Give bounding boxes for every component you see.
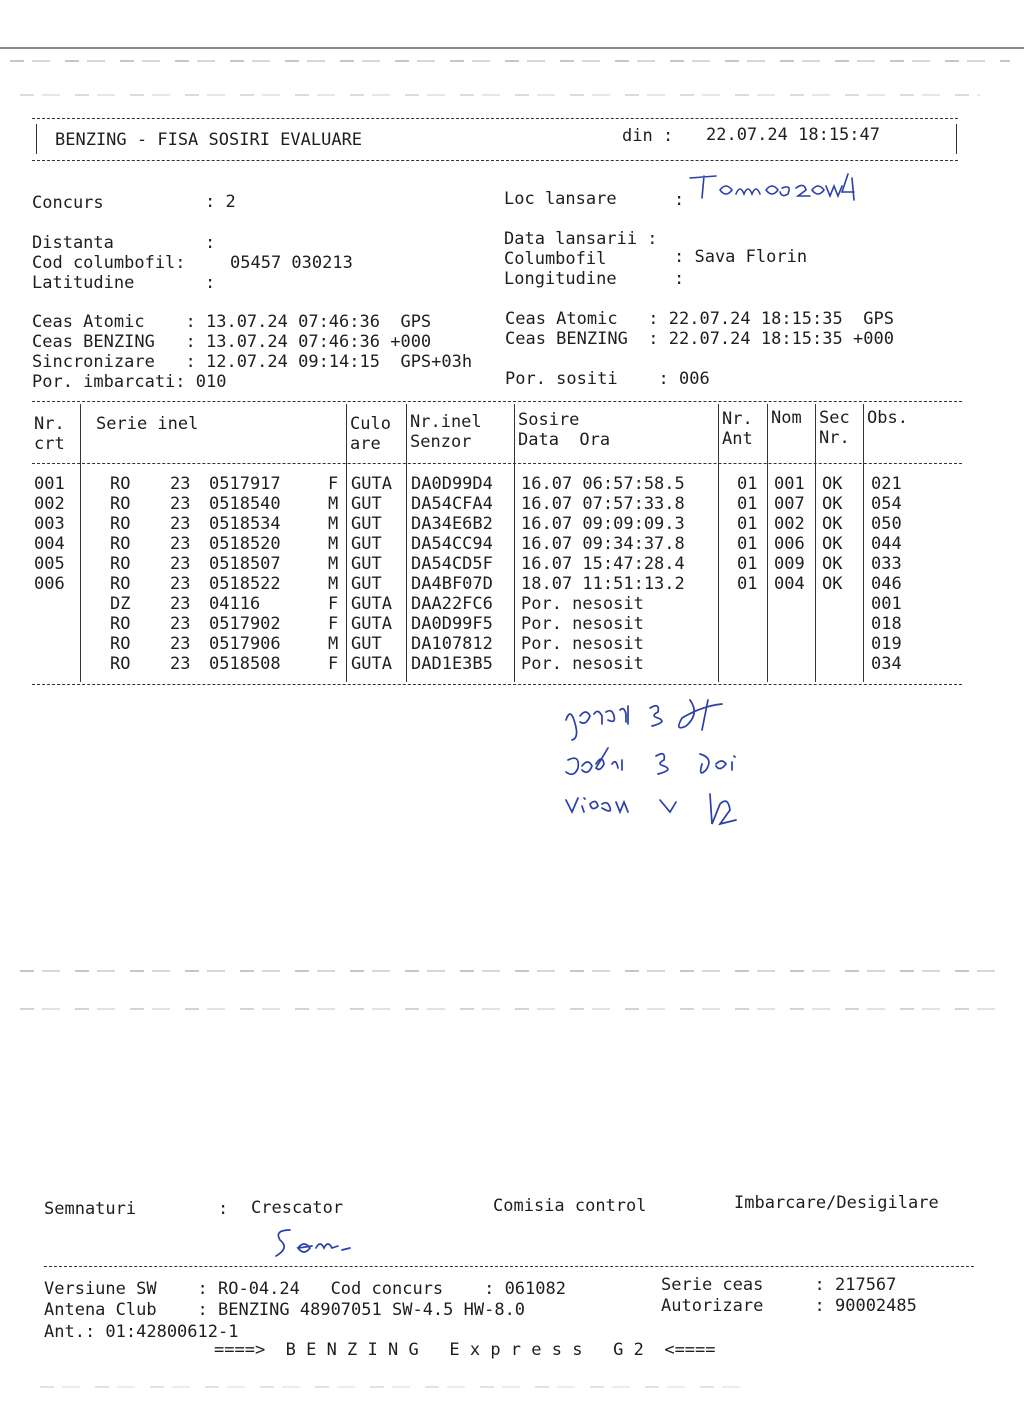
cell-sosire: 16.07 09:34:37.8 xyxy=(521,534,685,554)
cell-inel: 04116 xyxy=(209,594,261,614)
cell-an: 23 xyxy=(170,494,191,514)
latitudine-label: Latitudine xyxy=(32,273,135,293)
cell-obs: 018 xyxy=(871,614,902,634)
longitudine-label: Longitudine xyxy=(504,269,617,289)
cell-sex: F xyxy=(328,654,339,674)
col-divider xyxy=(767,404,768,682)
cell-inel: 0518534 xyxy=(209,514,281,534)
cell-inel: 0518540 xyxy=(209,494,281,514)
header-obs: Obs. xyxy=(867,408,908,428)
cell-tara: RO xyxy=(110,614,131,634)
scan-noise xyxy=(40,1386,740,1388)
cell-inel: 0517902 xyxy=(209,614,281,634)
cell-ant: 01 xyxy=(737,574,758,594)
header-top-rule xyxy=(32,118,958,119)
header-senzor: Senzor xyxy=(410,432,472,452)
cell-inel: 0517917 xyxy=(209,474,281,494)
cell-sex: M xyxy=(328,534,339,554)
header-nr-inel: Nr.inel xyxy=(410,412,482,432)
cell-obs: 001 xyxy=(871,594,902,614)
cell-culoare: GUT xyxy=(351,494,382,514)
cell-senzor: DA107812 xyxy=(411,634,493,654)
header-right-bar xyxy=(956,124,957,154)
concurs-value: : 2 xyxy=(205,192,236,212)
cell-an: 23 xyxy=(170,614,191,634)
header-crt: crt xyxy=(34,434,65,454)
cell-culoare: GUTA xyxy=(351,474,392,494)
porumbei-imbarcati: Por. imbarcati: 010 xyxy=(32,372,227,392)
autorizare: Autorizare : 90002485 xyxy=(661,1296,917,1316)
report-date: 22.07.24 18:15:47 xyxy=(706,125,880,145)
cell-obs: 034 xyxy=(871,654,902,674)
scan-noise xyxy=(20,1008,1010,1010)
cell-obs: 021 xyxy=(871,474,902,494)
cell-sosire: Por. nesosit xyxy=(521,594,644,614)
cell-obs: 019 xyxy=(871,634,902,654)
imbarcare-label: Imbarcare/Desigilare xyxy=(734,1193,939,1213)
cell-ant: 01 xyxy=(737,494,758,514)
cell-nr: 001 xyxy=(34,474,65,494)
distanta-value: : xyxy=(205,233,216,253)
cell-inel: 0518507 xyxy=(209,554,281,574)
crescator-label: Crescator xyxy=(251,1198,344,1218)
ceas-benzing-end: Ceas BENZING : 22.07.24 18:15:35 +000 xyxy=(505,329,894,349)
cell-nr: 005 xyxy=(34,554,65,574)
col-divider xyxy=(406,404,407,682)
distanta-label: Distanta xyxy=(32,233,114,253)
cell-tara: RO xyxy=(110,554,131,574)
cell-obs: 054 xyxy=(871,494,902,514)
ceas-benzing-start: Ceas BENZING : 13.07.24 07:46:36 +000 xyxy=(32,332,432,352)
scan-top-edge xyxy=(0,47,1024,49)
header-serie-inel: Serie inel xyxy=(96,414,199,434)
cell-inel: 0518508 xyxy=(209,654,281,674)
cell-sec: OK xyxy=(822,554,843,574)
columbofil-value: : Sava Florin xyxy=(674,247,808,267)
data-lansarii-label: Data lansarii : xyxy=(504,229,658,249)
cell-sosire: 16.07 09:09:09.3 xyxy=(521,514,685,534)
ceas-atomic-end: Ceas Atomic : 22.07.24 18:15:35 GPS xyxy=(505,309,894,329)
header-nom: Nom xyxy=(771,408,802,428)
cell-sec: OK xyxy=(822,494,843,514)
header-sec-nr: Nr. xyxy=(819,428,850,448)
loc-lansare-label: Loc lansare xyxy=(504,189,617,209)
cell-sec: OK xyxy=(822,514,843,534)
cell-tara: RO xyxy=(110,634,131,654)
cell-culoare: GUT xyxy=(351,574,382,594)
cell-sosire: Por. nesosit xyxy=(521,654,644,674)
cell-tara: RO xyxy=(110,574,131,594)
cell-culoare: GUT xyxy=(351,514,382,534)
cell-sosire: Por. nesosit xyxy=(521,614,644,634)
cell-sosire: 16.07 06:57:58.5 xyxy=(521,474,685,494)
header-sosire: Sosire xyxy=(518,410,580,430)
col-divider xyxy=(815,404,816,682)
cell-senzor: DA0D99D4 xyxy=(411,474,493,494)
comisia-label: Comisia control xyxy=(493,1196,647,1216)
cell-nr: 003 xyxy=(34,514,65,534)
ant-line: Ant.: 01:42800612-1 xyxy=(44,1322,239,1342)
cell-nom: 001 xyxy=(774,474,805,494)
cell-senzor: DA54CD5F xyxy=(411,554,493,574)
cell-nom: 002 xyxy=(774,514,805,534)
cell-an: 23 xyxy=(170,554,191,574)
cell-nom: 007 xyxy=(774,494,805,514)
header-ant: Ant xyxy=(722,429,753,449)
cell-nr: 002 xyxy=(34,494,65,514)
col-divider xyxy=(346,404,347,682)
cell-senzor: DA0D99F5 xyxy=(411,614,493,634)
cell-culoare: GUTA xyxy=(351,654,392,674)
cell-ant: 01 xyxy=(737,514,758,534)
cell-culoare: GUTA xyxy=(351,614,392,634)
header-culoare: Culo xyxy=(350,414,391,434)
cell-obs: 046 xyxy=(871,574,902,594)
cell-ant: 01 xyxy=(737,554,758,574)
cell-senzor: DA34E6B2 xyxy=(411,514,493,534)
cell-sex: F xyxy=(328,594,339,614)
cell-sosire: 16.07 07:57:33.8 xyxy=(521,494,685,514)
cell-an: 23 xyxy=(170,594,191,614)
cell-senzor: DA54CC94 xyxy=(411,534,493,554)
table-header-rule xyxy=(32,463,962,464)
header-culoare-2: are xyxy=(350,434,381,454)
cell-obs: 050 xyxy=(871,514,902,534)
date-label: din : xyxy=(622,126,674,146)
report-title: BENZING - FISA SOSIRI EVALUARE xyxy=(55,130,363,150)
loc-lansare-handwriting xyxy=(686,168,866,208)
cell-inel: 0518520 xyxy=(209,534,281,554)
semnaturi-label: Semnaturi xyxy=(44,1199,137,1219)
cell-inel: 0518522 xyxy=(209,574,281,594)
col-divider xyxy=(80,404,81,682)
cell-tara: RO xyxy=(110,654,131,674)
columbofil-label: Columbofil xyxy=(504,249,607,269)
cell-sex: M xyxy=(328,634,339,654)
col-divider xyxy=(863,404,864,682)
cell-sex: M xyxy=(328,574,339,594)
cell-an: 23 xyxy=(170,534,191,554)
versiune-line: Versiune SW : RO-04.24 Cod concurs : 061082 xyxy=(44,1279,566,1299)
col-divider xyxy=(718,404,719,682)
benzing-express-banner: ====> B E N Z I N G E x p r e s s G 2 <==== xyxy=(214,1340,716,1360)
cell-tara: RO xyxy=(110,534,131,554)
cell-sec: OK xyxy=(822,534,843,554)
cell-an: 23 xyxy=(170,514,191,534)
cell-culoare: GUT xyxy=(351,554,382,574)
cell-nr: 006 xyxy=(34,574,65,594)
loc-lansare-sep: : xyxy=(674,190,685,210)
porumbei-sositi: Por. sositi : 006 xyxy=(505,369,710,389)
header-left-bar xyxy=(36,124,37,154)
cell-nom: 004 xyxy=(774,574,805,594)
cell-obs: 044 xyxy=(871,534,902,554)
scan-noise xyxy=(10,60,1010,62)
cell-senzor: DAA22FC6 xyxy=(411,594,493,614)
concurs-label: Concurs xyxy=(32,193,104,213)
cod-columbofil-label: Cod columbofil: xyxy=(32,253,186,273)
latitudine-value: : xyxy=(205,273,216,293)
cell-senzor: DA54CFA4 xyxy=(411,494,493,514)
cell-an: 23 xyxy=(170,654,191,674)
cell-nr: 004 xyxy=(34,534,65,554)
scan-noise xyxy=(20,970,1010,972)
scan-noise xyxy=(20,94,980,96)
cell-culoare: GUT xyxy=(351,534,382,554)
cell-senzor: DAD1E3B5 xyxy=(411,654,493,674)
cell-an: 23 xyxy=(170,634,191,654)
header-nr: Nr. xyxy=(34,414,65,434)
cell-sex: F xyxy=(328,474,339,494)
cell-ant: 01 xyxy=(737,474,758,494)
cell-sosire: Por. nesosit xyxy=(521,634,644,654)
table-top-rule xyxy=(32,401,962,402)
header-data-ora: Data Ora xyxy=(518,430,611,450)
cell-inel: 0517906 xyxy=(209,634,281,654)
antena-line: Antena Club : BENZING 48907051 SW-4.5 HW-8.0 xyxy=(44,1300,526,1320)
cell-ant: 01 xyxy=(737,534,758,554)
header-bottom-rule xyxy=(32,160,958,161)
cell-an: 23 xyxy=(170,474,191,494)
ceas-atomic-start: Ceas Atomic : 13.07.24 07:46:36 GPS xyxy=(32,312,432,332)
cell-tara: RO xyxy=(110,474,131,494)
cell-sex: M xyxy=(328,554,339,574)
serie-ceas: Serie ceas : 217567 xyxy=(661,1275,897,1295)
cell-culoare: GUTA xyxy=(351,594,392,614)
cell-tara: DZ xyxy=(110,594,131,614)
table-bottom-rule xyxy=(32,684,962,685)
cell-nom: 009 xyxy=(774,554,805,574)
col-divider xyxy=(514,404,515,682)
cell-sec: OK xyxy=(822,574,843,594)
header-sec: Sec xyxy=(819,408,850,428)
longitudine-value: : xyxy=(674,269,685,289)
cell-tara: RO xyxy=(110,494,131,514)
semnaturi-sep: : xyxy=(218,1199,229,1219)
cell-sex: F xyxy=(328,614,339,634)
cell-senzor: DA4BF07D xyxy=(411,574,493,594)
header-nr-ant: Nr. xyxy=(722,409,753,429)
cell-culoare: GUT xyxy=(351,634,382,654)
cell-sex: M xyxy=(328,514,339,534)
cell-an: 23 xyxy=(170,574,191,594)
cell-nom: 006 xyxy=(774,534,805,554)
cell-sosire: 16.07 15:47:28.4 xyxy=(521,554,685,574)
footer-rule xyxy=(44,1266,974,1267)
cell-tara: RO xyxy=(110,514,131,534)
sincronizare: Sincronizare : 12.07.24 09:14:15 GPS+03h xyxy=(32,352,473,372)
cell-sec: OK xyxy=(822,474,843,494)
cell-sex: M xyxy=(328,494,339,514)
cod-columbofil-value: 05457 030213 xyxy=(230,253,353,273)
cell-obs: 033 xyxy=(871,554,902,574)
handwritten-signatures xyxy=(560,690,800,860)
crescator-signature xyxy=(270,1222,360,1268)
cell-sosire: 18.07 11:51:13.2 xyxy=(521,574,685,594)
